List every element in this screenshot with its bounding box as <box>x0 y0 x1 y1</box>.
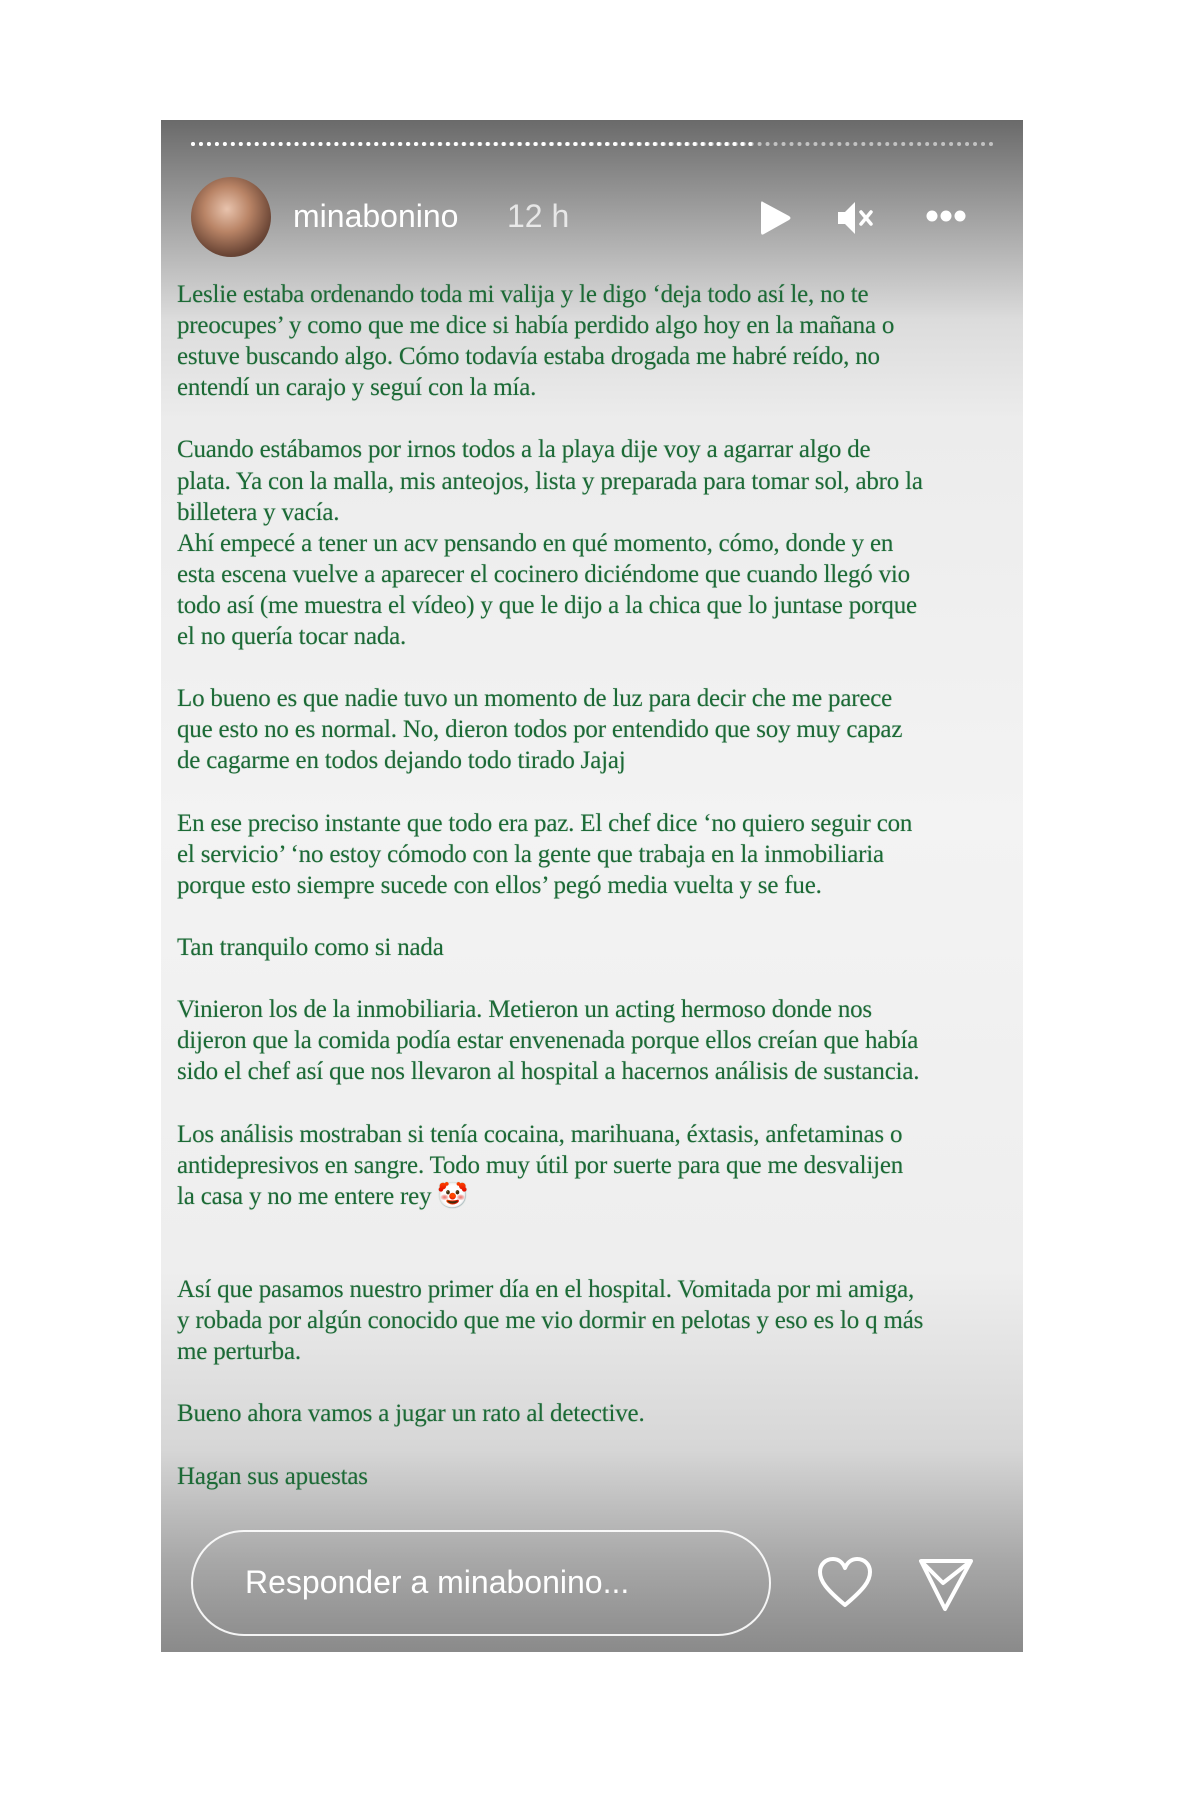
story-text-line: Tan tranquilo como si nada <box>177 933 444 961</box>
story-text-line: estuve buscando algo. Cómo todavía estaba drogada me habré reído, no <box>177 343 880 371</box>
send-icon[interactable] <box>917 1555 975 1613</box>
story-text-line: Así que pasamos nuestro primer día en el hospital. Vomitada por mi amiga, <box>177 1276 915 1303</box>
blank-line <box>177 1087 923 1118</box>
username[interactable]: minabonino <box>293 198 459 234</box>
story-text-line: me perturba. <box>177 1338 301 1366</box>
story-text-line: billetera y vacía. <box>177 498 340 526</box>
story-text-line: Cuando estábamos por irnos todos a la playa dije voy a agarrar algo de <box>177 436 871 464</box>
mute-icon[interactable] <box>835 198 877 238</box>
story-text-line: de cagarme en todos dejando todo tirado Jajaj <box>177 747 626 775</box>
reply-placeholder: Responder a minabonino... <box>245 1564 630 1600</box>
more-icon[interactable] <box>925 208 967 224</box>
story-text-line: Lo bueno es que nadie tuvo un momento de luz para decir che me parece <box>177 685 893 713</box>
story-text-line: que esto no es normal. No, dieron todos por entendido que soy muy capaz <box>177 716 903 744</box>
story-text-line: sido el chef así que nos llevaron al hospital a hacernos análisis de sustancia. <box>177 1058 920 1086</box>
blank-line <box>177 403 923 434</box>
reply-input[interactable] <box>191 1530 771 1636</box>
story-text-line: entendí un carajo y seguí con la mía. <box>177 374 537 402</box>
story-card <box>161 120 1023 1652</box>
story-text-line: Vinieron los de la inmobiliaria. Metieron un acting hermoso donde nos <box>177 996 872 1024</box>
heart-icon[interactable] <box>816 1555 874 1611</box>
story-text-line: preocupes’ y como que me dice si había perdido algo hoy en la mañana o <box>177 312 895 340</box>
story-text-line: Bueno ahora vamos a jugar un rato al detective. <box>177 1400 645 1428</box>
story-text-line: Los análisis mostraban si tenía cocaina, marihuana, éxtasis, anfetaminas o <box>177 1120 903 1148</box>
story-text-line: todo así (me muestra el vídeo) y que le dijo a la chica que lo juntase porque <box>177 591 917 619</box>
story-text-line: el servicio’ ‘no estoy cómodo con la gente que trabaja en la inmobiliaria <box>177 840 884 868</box>
blank-line <box>177 1367 923 1398</box>
blank-line <box>177 777 923 808</box>
story-text-line: Hagan sus apuestas <box>177 1462 368 1490</box>
blank-line <box>177 963 923 994</box>
post-time: 12 h <box>507 198 570 234</box>
story-text-line: la casa y no me entere rey 🤡 <box>177 1182 469 1210</box>
story-text-line: y robada por algún conocido que me vio dormir en pelotas y eso es lo q más <box>177 1307 924 1335</box>
story-text-line: plata. Ya con la malla, mis anteojos, lista y preparada para tomar sol, abro la <box>177 467 923 495</box>
blank-line <box>177 1243 923 1274</box>
story-text-line: Leslie estaba ordenando toda mi valija y le digo ‘deja todo así le, no te <box>177 281 869 308</box>
blank-line <box>177 901 923 932</box>
story-text-line: Ahí empecé a tener un acv pensando en qué momento, cómo, donde y en <box>177 529 894 557</box>
story-text-line: el no quería tocar nada. <box>177 623 407 651</box>
story-text-line: En ese preciso instante que todo era paz. El chef dice ‘no quiero seguir con <box>177 809 913 837</box>
story-progress-fill <box>191 142 753 146</box>
story-text <box>177 279 923 1492</box>
blank-line <box>177 1429 923 1460</box>
play-icon[interactable] <box>757 198 795 238</box>
story-text-line: dijeron que la comida podía estar envenenada porque ellos creían que había <box>177 1027 919 1055</box>
story-text-line: porque esto siempre sucede con ellos’ pegó media vuelta y se fue. <box>177 871 822 899</box>
blank-line <box>177 1212 923 1243</box>
story-text-line: esta escena vuelve a aparecer el cocinero diciéndome que cuando llegó vio <box>177 560 910 588</box>
avatar[interactable] <box>191 177 271 257</box>
blank-line <box>177 652 923 683</box>
story-text-line: antidepresivos en sangre. Todo muy útil por suerte para que me desvalijen <box>177 1151 904 1179</box>
